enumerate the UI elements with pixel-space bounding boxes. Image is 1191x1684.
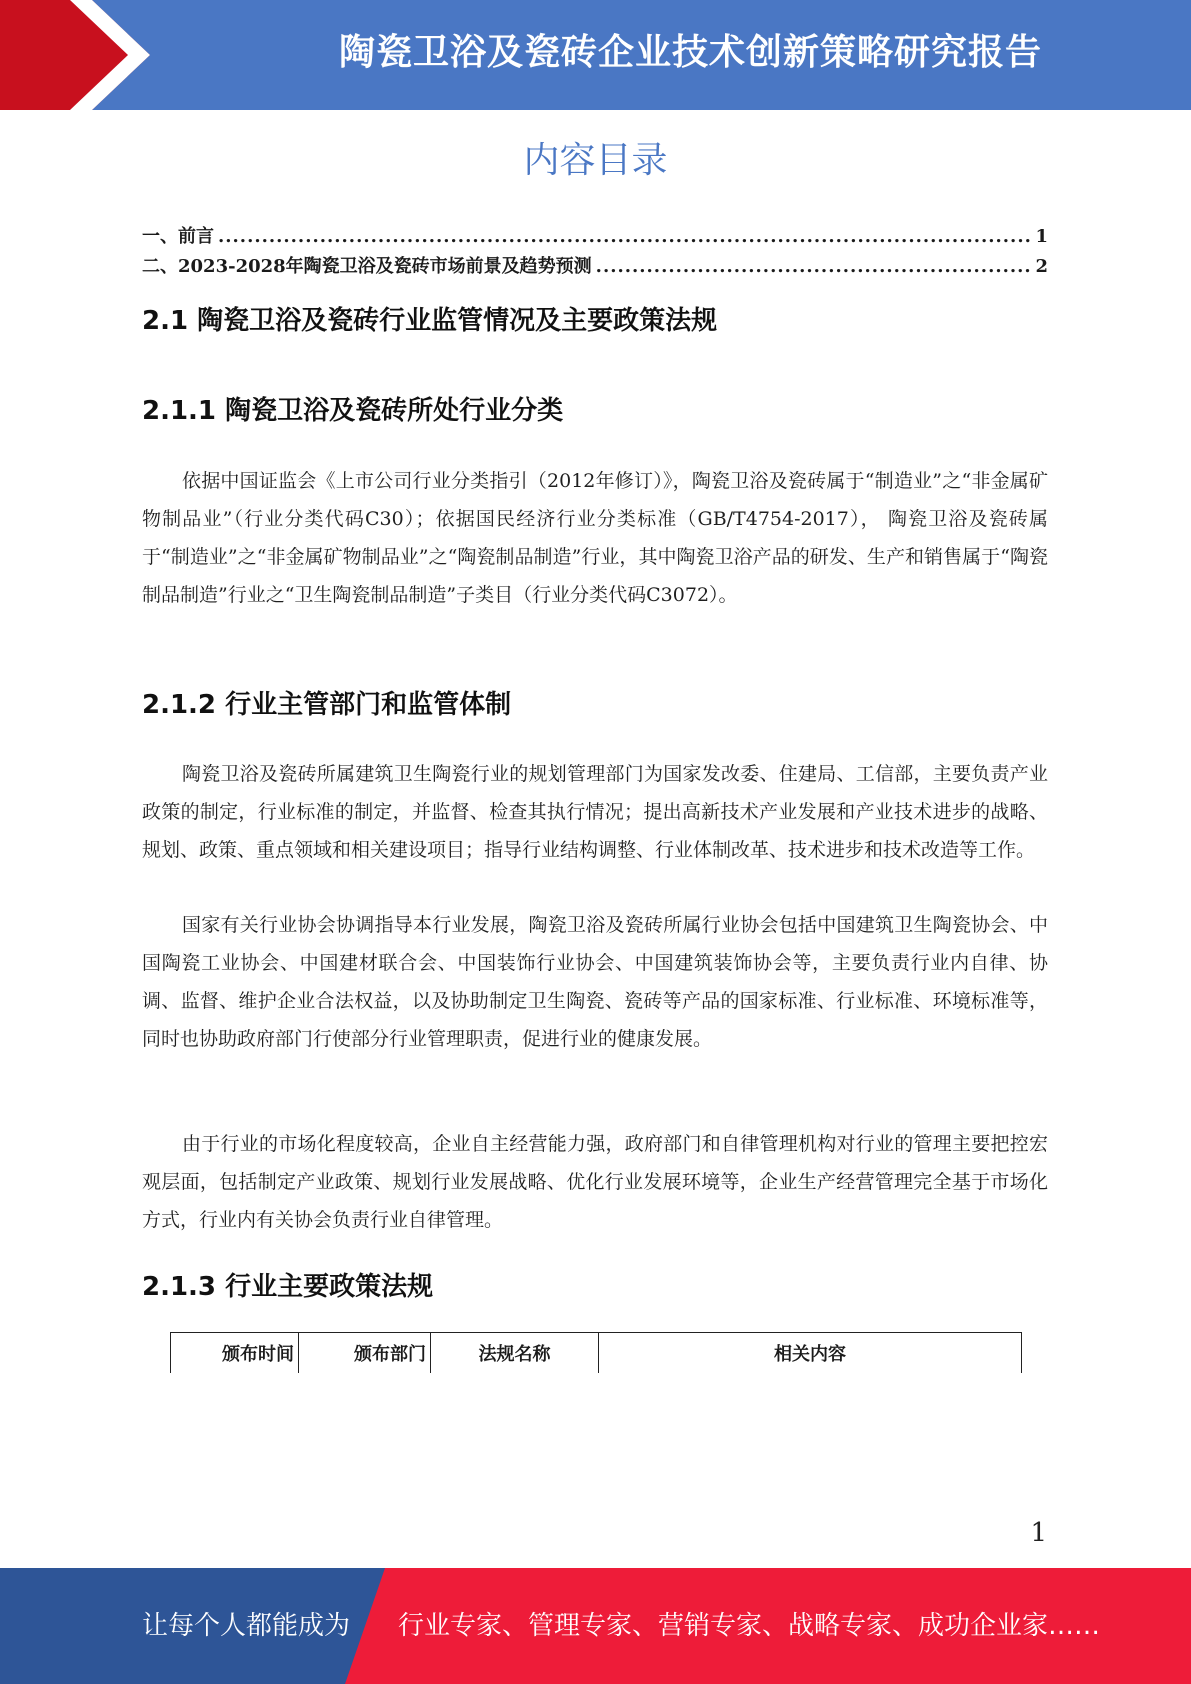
section-heading-2-1-1: 2.1.1 陶瓷卫浴及瓷砖所处行业分类 [142, 396, 564, 426]
column-header: 颁布部门 [299, 1333, 431, 1374]
header-chevron-decoration [0, 0, 150, 110]
paragraph: 依据中国证监会《上市公司行业分类指引（2012年修订）》，陶瓷卫浴及瓷砖属于“制造业”之“非金属矿物制品业”（行业分类代码C30）；依据国民经济行业分类标准（GB/T4754-2017）， 陶瓷卫浴及瓷砖属于“制造业”之“非金属矿物制品业”之“陶瓷制品制造”行业，其中陶瓷卫浴产品的研发、生产和销售属于“陶瓷制品制造”行业之“卫生陶瓷制品制造”子类目（行业分类代码C3072）。 [142, 470, 1048, 606]
report-header [0, 0, 1191, 110]
paragraph: 由于行业的市场化程度较高，企业自主经营能力强，政府部门和自律管理机构对行业的管理主要把控宏观层面，包括制定产业政策、规划行业发展战略、优化行业发展环境等，企业生产经营管理完全基于市场化方式，行业内有关协会负责行业自律管理。 [142, 1133, 1048, 1231]
section-heading-2-1: 2.1 陶瓷卫浴及瓷砖行业监管情况及主要政策法规 [142, 306, 718, 336]
toc-leader-dots [596, 256, 1032, 277]
report-title: 陶瓷卫浴及瓷砖企业技术创新策略研究报告 [338, 32, 1042, 73]
toc-entry-page: 2 [1035, 256, 1048, 277]
footer-slogan-left: 让每个人都能成为 [142, 1611, 351, 1641]
toc-leader-dots [218, 226, 1031, 247]
column-header: 颁布时间 [171, 1333, 299, 1374]
policy-table [170, 1332, 1022, 1373]
toc-entry-label: 一、前言 [142, 226, 214, 247]
paragraph: 国家有关行业协会协调指导本行业发展，陶瓷卫浴及瓷砖所属行业协会包括中国建筑卫生陶瓷协会、中国陶瓷工业协会、中国建材联合会、中国装饰行业协会、中国建筑装饰协会等，主要负责行业内自律、协调、监督、维护企业合法权益，以及协助制定卫生陶瓷、瓷砖等产品的国家标准、行业标准、环境标准等，同时也协助政府部门行使部分行业管理职责，促进行业的健康发展。 [142, 914, 1048, 1050]
toc-entry-page: 1 [1035, 226, 1048, 247]
footer-slogan-right: 行业专家、管理专家、营销专家、战略专家、成功企业家…… [398, 1611, 1101, 1641]
column-header: 相关内容 [599, 1333, 1022, 1374]
column-header: 法规名称 [431, 1333, 599, 1374]
table-header-row [171, 1333, 1022, 1374]
toc-title: 内容目录 [523, 140, 668, 181]
toc-entry[interactable] [142, 252, 1048, 282]
table-of-contents [142, 222, 1048, 282]
toc-entry[interactable] [142, 222, 1048, 252]
footer-banner [0, 1568, 1191, 1684]
section-heading-2-1-2: 2.1.2 行业主管部门和监管体制 [142, 690, 512, 720]
page-number: 1 [1030, 1518, 1047, 1548]
paragraph: 陶瓷卫浴及瓷砖所属建筑卫生陶瓷行业的规划管理部门为国家发改委、住建局、工信部，主要负责产业政策的制定，行业标准的制定，并监督、检查其执行情况；提出高新技术产业发展和产业技术进步的战略、规划、政策、重点领域和相关建设项目；指导行业结构调整、行业体制改革、技术进步和技术改造等工作。 [142, 763, 1048, 861]
toc-entry-label: 二、2023-2028年陶瓷卫浴及瓷砖市场前景及趋势预测 [142, 256, 592, 277]
section-heading-2-1-3: 2.1.3 行业主要政策法规 [142, 1272, 434, 1302]
